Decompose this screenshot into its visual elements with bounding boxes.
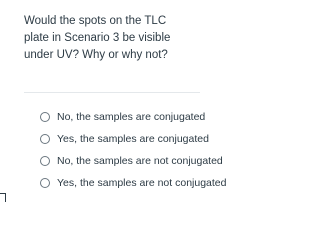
answer-list (40, 106, 226, 194)
radio-button[interactable] (40, 156, 50, 166)
answer-label: No, the samples are conjugated (57, 111, 206, 123)
divider (24, 92, 200, 93)
answer-option[interactable] (40, 128, 226, 150)
corner-bracket-icon (0, 193, 6, 202)
answer-option[interactable] (40, 150, 226, 172)
radio-button[interactable] (40, 178, 50, 188)
answer-option[interactable] (40, 172, 226, 194)
answer-option[interactable] (40, 106, 226, 128)
radio-button[interactable] (40, 112, 50, 122)
answer-label: Yes, the samples are conjugated (57, 133, 209, 145)
question-text: Would the spots on the TLC plate in Scenario 3 be visible under UV? Why or why not? (24, 15, 171, 61)
answer-label: No, the samples are not conjugated (57, 155, 223, 167)
radio-button[interactable] (40, 134, 50, 144)
answer-label: Yes, the samples are not conjugated (57, 177, 227, 189)
